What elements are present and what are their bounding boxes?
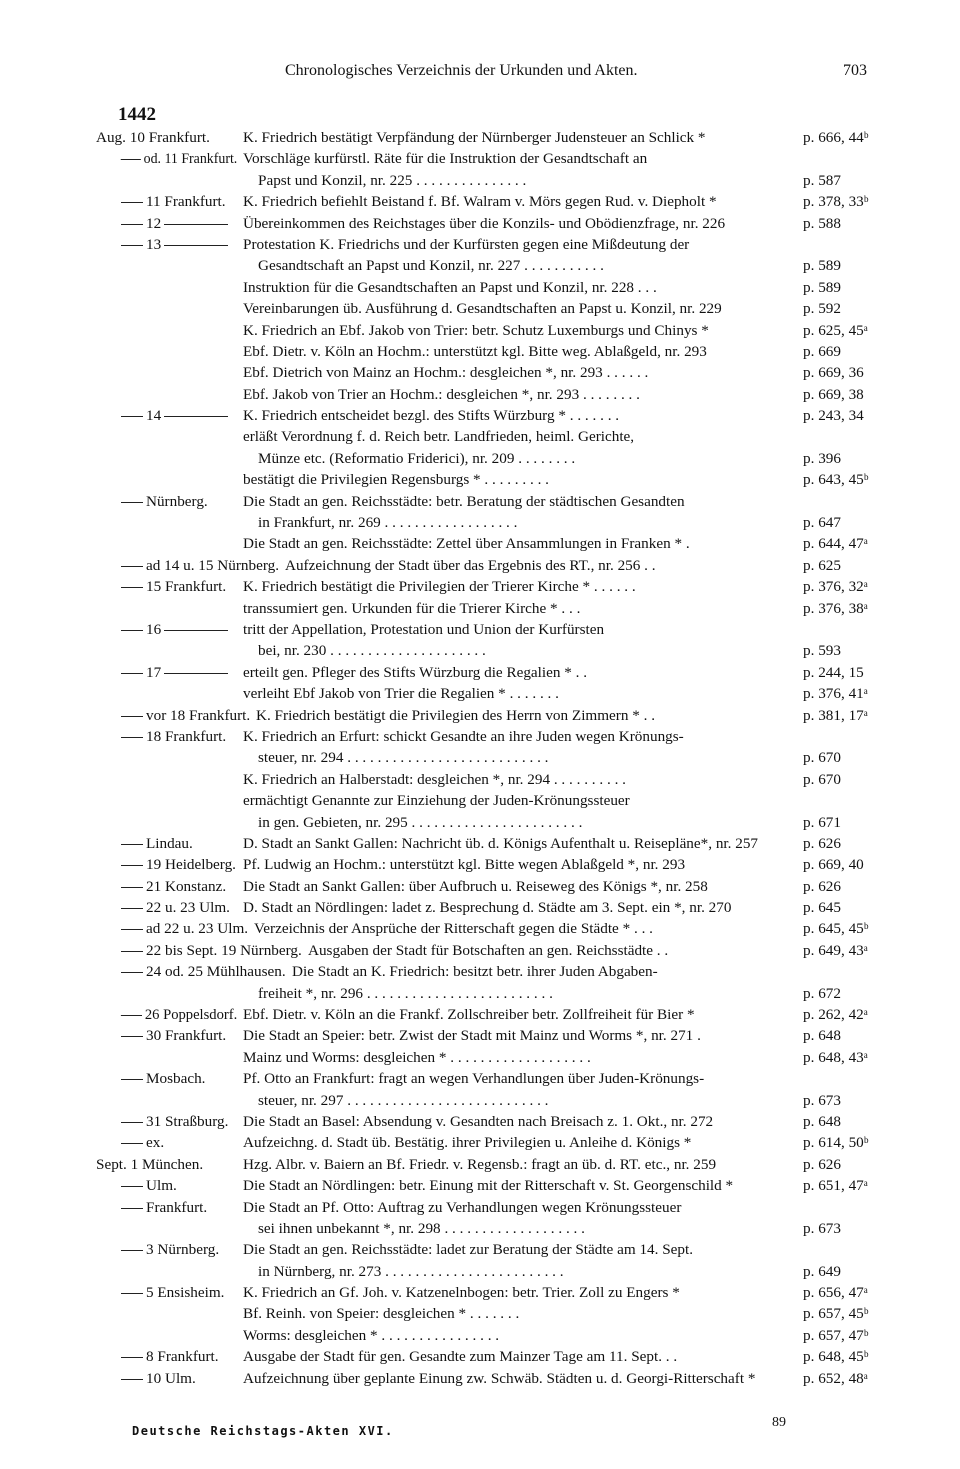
ditto-dash (164, 224, 228, 225)
entry-date-place (118, 1368, 196, 1389)
entry-text: bestätigt die Privilegien Regensburgs * . . . . . . . . . (243, 471, 549, 489)
entry-line (0, 277, 960, 298)
ditto-dash (121, 887, 143, 888)
ditto-dash (121, 1036, 143, 1037)
entry-line (0, 1068, 960, 1089)
entry-lead-text: Nürnberg. (146, 492, 208, 510)
entry-text: K. Friedrich bestätigt die Privilegien der Trierer Kirche * . . . . . . (243, 578, 636, 596)
entry-line (0, 769, 960, 790)
entry-line (0, 533, 960, 554)
entry-date-place (118, 234, 231, 255)
ditto-dash (121, 716, 143, 717)
entry-lead-text: 24 od. 25 Mühlhausen. (146, 963, 286, 981)
entry-text: erteilt gen. Pfleger des Stifts Würzburg die Regalien * . . (243, 663, 588, 681)
entry-lead-text: ex. (146, 1134, 165, 1152)
entry-line (0, 405, 960, 426)
footer-signature: Deutsche Reichstags-Akten XVI. (132, 1424, 394, 1438)
entry-page-reference: p. 625 (803, 556, 841, 574)
entry-text: Ebf. Dietr. v. Köln an Hochm.: unterstützt kgl. Bitte weg. Ablaßgeld, nr. 293 (243, 342, 707, 360)
entry-line (0, 1346, 960, 1367)
entry-line (0, 1132, 960, 1153)
ditto-dash (121, 951, 143, 952)
ditto-dash (121, 1122, 143, 1123)
entry-text: Münze etc. (Reformatio Friderici), nr. 209 . . . . . . . . (258, 449, 576, 467)
entry-date-place (118, 726, 226, 747)
entry-line (0, 790, 960, 811)
entry-line (0, 1325, 960, 1346)
running-title: Chronologisches Verzeichnis der Urkunden und Akten. (285, 62, 638, 79)
entry-text: steuer, nr. 297 . . . . . . . . . . . . . . . . . . . . . . . . . . . (258, 1091, 549, 1109)
ditto-dash (164, 245, 228, 246)
entry-text: Instruktion für die Gesandtschaften an Papst und Konzil, nr. 228 . . . (243, 278, 657, 296)
entry-line (0, 619, 960, 640)
entry-line (0, 448, 960, 469)
entry-line (0, 940, 960, 961)
entry-date-place (118, 491, 208, 512)
entry-line (0, 127, 960, 148)
entry-page-reference: p. 669 (803, 342, 841, 360)
entry-date-place (118, 961, 286, 982)
entry-text: D. Stadt an Sankt Gallen: Nachricht üb. d. Königs Aufenthalt u. Reisepläne*, nr. 257 (243, 834, 759, 852)
entry-lead-text: 18 Frankfurt. (146, 727, 227, 745)
entry-date-place (118, 148, 237, 169)
entry-lead-text: 31 Straßburg. (146, 1112, 229, 1130)
entry-date-place (118, 213, 231, 234)
entry-date-place (118, 1025, 226, 1046)
entry-page-reference: p. 670 (803, 770, 841, 788)
ditto-dash (121, 865, 143, 866)
entry-lead-text: vor 18 Frankfurt. (146, 706, 251, 724)
entry-page-reference: p. 262, 42ᵃ (803, 1006, 868, 1024)
ditto-dash (121, 1186, 143, 1187)
entry-line (0, 1261, 960, 1282)
ditto-dash (121, 673, 143, 674)
entry-lead-text: Aug. 10 Frankfurt. (96, 129, 210, 146)
entry-text: ermächtigt Genannte zur Einziehung der Juden-Krönungssteuer (243, 792, 630, 810)
entry-line (0, 662, 960, 683)
entry-page-reference: p. 657, 47ᵇ (803, 1326, 869, 1344)
entry-date-place (96, 127, 210, 148)
entry-line (0, 640, 960, 661)
entry-page-reference: p. 656, 47ᵃ (803, 1284, 868, 1302)
entry-text: tritt der Appellation, Protestation und Union der Kurfürsten (243, 620, 605, 638)
entry-line (0, 384, 960, 405)
entry-line (0, 705, 960, 726)
entry-page-reference: p. 626 (803, 877, 841, 895)
entry-text: Die Stadt an gen. Reichsstädte: ladet zur Beratung der Städte am 14. Sept. (243, 1241, 694, 1259)
entry-text: K. Friedrich an Ebf. Jakob von Trier: betr. Schutz Luxemburgs und Chinys * (243, 321, 709, 339)
ditto-dash (121, 1015, 142, 1016)
entry-page-reference: p. 587 (803, 171, 841, 189)
entry-lead-text: 30 Frankfurt. (146, 1027, 227, 1045)
entry-lead-text: 8 Frankfurt. (146, 1348, 219, 1366)
entry-page-reference: p. 666, 44ᵇ (803, 129, 869, 146)
entry-lead-text: 19 Heidelberg. (146, 856, 236, 874)
entry-line (0, 1282, 960, 1303)
entry-date-place (118, 1111, 228, 1132)
entry-page-reference: p. 671 (803, 813, 841, 831)
entry-text: Übereinkommen des Reichstages über die Konzils- und Obödienzfrage, nr. 226 (243, 214, 726, 232)
entry-page-reference: p. 396 (803, 449, 841, 467)
entry-date-place (118, 1132, 164, 1153)
entry-text: sei ihnen unbekannt *, nr. 298 . . . . . . . . . . . . . . . . . . . (258, 1219, 585, 1237)
ditto-dash (164, 630, 228, 631)
entry-line (0, 876, 960, 897)
entry-text: Die Stadt an Basel: Absendung v. Gesandten nach Breisach z. 1. Okt., nr. 272 (243, 1112, 714, 1130)
entry-text: in Nürnberg, nr. 273 . . . . . . . . . . . . . . . . . . . . . . . . (258, 1262, 564, 1280)
entry-lead-text: 21 Konstanz. (146, 877, 227, 895)
entry-line (0, 491, 960, 512)
entry-date-place (118, 1239, 219, 1260)
entry-lead-text: 17 (146, 663, 162, 681)
ditto-dash (121, 1208, 143, 1209)
entry-line (0, 1004, 960, 1025)
ditto-dash (121, 630, 143, 631)
entry-line (0, 726, 960, 747)
entry-lead-text: 14 (146, 407, 162, 425)
entry-page-reference: p. 626 (803, 1155, 841, 1173)
entry-lead-text: 10 Ulm. (146, 1369, 196, 1387)
entry-text: Verzeichnis der Ansprüche der Ritterschaft gegen die Städte * . . . (254, 920, 653, 938)
entry-line (0, 1218, 960, 1239)
entry-date-place (118, 705, 250, 726)
entry-page-reference: p. 376, 41ᵃ (803, 685, 868, 703)
entry-page-reference: p. 648, 45ᵇ (803, 1348, 869, 1366)
entry-date-place (118, 876, 226, 897)
entry-line (0, 1047, 960, 1068)
entry-lead-text: ad 22 u. 23 Ulm. (146, 920, 249, 938)
entry-date-place (118, 940, 302, 961)
entry-page-reference: p. 645 (803, 899, 841, 917)
entry-text: erläßt Verordnung f. d. Reich betr. Landfrieden, heiml. Gerichte, (243, 428, 635, 446)
entry-date-place (118, 1004, 237, 1025)
entry-page-reference: p. 669, 36 (803, 364, 864, 382)
entry-line (0, 469, 960, 490)
entry-page-reference: p. 649, 43ᵃ (803, 941, 868, 959)
entry-line (0, 255, 960, 276)
ditto-dash (121, 159, 141, 160)
entry-line (0, 812, 960, 833)
entry-lead-text: Frankfurt. (146, 1198, 208, 1216)
entry-page-reference: p. 645, 45ᵇ (803, 920, 869, 938)
ditto-dash (121, 737, 143, 738)
entry-lead-text: Lindau. (146, 834, 193, 852)
entry-page-reference: p. 376, 32ᵃ (803, 578, 868, 596)
entry-page-reference: p. 649 (803, 1262, 841, 1280)
ditto-dash (121, 1250, 143, 1251)
entry-date-place (118, 833, 193, 854)
entry-text: Worms: desgleichen * . . . . . . . . . . . . . . . . (243, 1326, 500, 1344)
ditto-dash (121, 908, 143, 909)
entry-text: Aufzeichng. d. Stadt üb. Bestätig. ihrer Privilegien u. Anleihe d. Königs * (243, 1134, 692, 1152)
entry-page-reference: p. 644, 47ᵃ (803, 535, 868, 553)
entry-text: Die Stadt an gen. Reichsstädte: betr. Beratung der städtischen Gesandten (243, 492, 685, 510)
entry-date-place (118, 576, 226, 597)
ditto-dash (121, 929, 143, 930)
ditto-dash (121, 502, 143, 503)
entry-lead-text: 22 u. 23 Ulm. (146, 899, 230, 917)
entry-line (0, 191, 960, 212)
ditto-dash (121, 416, 143, 417)
entry-page-reference: p. 244, 15 (803, 663, 864, 681)
entry-lead-text: 15 Frankfurt. (146, 578, 227, 596)
entry-page-reference: p. 643, 45ᵇ (803, 471, 869, 489)
entry-text: transsumiert gen. Urkunden für die Trierer Kirche * . . . (243, 599, 581, 617)
entry-date-place (118, 1175, 177, 1196)
entry-page-reference: p. 673 (803, 1091, 841, 1109)
entry-line (0, 1239, 960, 1260)
entry-page-reference: p. 652, 48ᵃ (803, 1369, 868, 1387)
entry-page-reference: p. 593 (803, 642, 841, 660)
ditto-dash (121, 245, 143, 246)
entry-lead-text: 3 Nürnberg. (146, 1241, 220, 1259)
entry-text: Ebf. Dietr. v. Köln an die Frankf. Zollschreiber betr. Zollfreiheit für Bier * (243, 1006, 695, 1024)
entry-text: Ebf. Jakob von Trier an Hochm.: desgleichen *, nr. 293 . . . . . . . . (243, 385, 640, 403)
entry-page-reference: p. 592 (803, 300, 841, 318)
entry-page-reference: p. 647 (803, 514, 841, 532)
entry-line (0, 833, 960, 854)
entry-page-reference: p. 669, 38 (803, 385, 864, 403)
entry-date-place (118, 918, 248, 939)
entry-page-reference: p. 648 (803, 1027, 841, 1045)
entry-text: Die Stadt an Nördlingen: betr. Einung mit der Ritterschaft v. St. Georgenschild * (243, 1177, 734, 1195)
entry-lead-text: ad 14 u. 15 Nürnberg. (146, 556, 280, 574)
entry-line (0, 747, 960, 768)
entry-text: Pf. Ludwig an Hochm.: unterstützt kgl. Bitte wegen Ablaßgeld *, nr. 293 (243, 856, 686, 874)
year-heading: 1442 (118, 104, 156, 125)
entry-text: K. Friedrich an Gf. Joh. v. Katzenelnbogen: betr. Trier. Zoll zu Engers * (243, 1284, 680, 1302)
entry-page-reference: p. 376, 38ᵃ (803, 599, 868, 617)
entry-line (0, 683, 960, 704)
entry-page-reference: p. 378, 33ᵇ (803, 193, 869, 211)
entry-lead-text: 11 Frankfurt. (146, 193, 226, 211)
entry-text: Bf. Reinh. von Speier: desgleichen * . . . . . . . (243, 1305, 520, 1323)
entry-page-reference: p. 657, 45ᵇ (803, 1305, 869, 1323)
entry-text: Vereinbarungen üb. Ausführung d. Gesandtschaften an Papst u. Konzil, nr. 229 (243, 300, 722, 318)
entry-lead-text: 22 bis Sept. 19 Nürnberg. (146, 941, 302, 959)
entry-text: Die Stadt an Speier: betr. Zwist der Stadt mit Mainz und Worms *, nr. 271 . (243, 1027, 701, 1045)
entry-date-place (96, 1154, 203, 1175)
entry-text: K. Friedrich bestätigt Verpfändung der Nürnberger Judensteuer an Schlick * (243, 129, 706, 146)
entry-date-place (118, 662, 231, 683)
entry-line (0, 234, 960, 255)
ditto-dash (121, 1293, 143, 1294)
entry-line (0, 213, 960, 234)
entry-text: K. Friedrich an Halberstadt: desgleichen *, nr. 294 . . . . . . . . . . (243, 770, 626, 788)
entry-date-place (118, 854, 236, 875)
entry-lead-text: 5 Ensisheim. (146, 1284, 225, 1302)
entry-text: Gesandtschaft an Papst und Konzil, nr. 227 . . . . . . . . . . . (258, 257, 604, 275)
entry-text: Ausgabe der Stadt für gen. Gesandte zum Mainzer Tage am 11. Sept. . . (243, 1348, 678, 1366)
entry-lead-text: od. 11 Frankfurt. (143, 150, 238, 168)
entry-text: Die Stadt an K. Friedrich: besitzt betr. ihrer Juden Abgaben- (292, 963, 658, 981)
entry-line (0, 555, 960, 576)
page-header (0, 62, 960, 86)
entry-text: Mainz und Worms: desgleichen * . . . . . . . . . . . . . . . . . . . (243, 1048, 591, 1066)
ditto-dash (121, 224, 143, 225)
ditto-dash (121, 1379, 143, 1380)
entry-text: freiheit *, nr. 296 . . . . . . . . . . . . . . . . . . . . . . . . . (258, 984, 553, 1002)
entry-lead-text: Sept. 1 München. (96, 1155, 204, 1173)
entry-text: verleiht Ebf Jakob von Trier die Regalien * . . . . . . . (243, 685, 559, 703)
entry-text: K. Friedrich bestätigt die Privilegien des Herrn von Zimmern * . . (256, 706, 656, 724)
entry-page-reference: p. 651, 47ᵃ (803, 1177, 868, 1195)
ditto-dash (121, 1357, 143, 1358)
entry-date-place (118, 1346, 219, 1367)
entry-page-reference: p. 626 (803, 834, 841, 852)
entry-text: Die Stadt an Sankt Gallen: über Aufbruch u. Reiseweg des Königs *, nr. 258 (243, 877, 708, 895)
entry-page-reference: p. 625, 45ᵃ (803, 321, 868, 339)
entry-line (0, 961, 960, 982)
entry-line (0, 897, 960, 918)
entry-line (0, 1303, 960, 1324)
entry-date-place (118, 1197, 207, 1218)
entry-list (0, 127, 960, 1389)
entry-text: bei, nr. 230 . . . . . . . . . . . . . . . . . . . . . (258, 642, 486, 660)
ditto-dash (121, 844, 143, 845)
entry-line (0, 918, 960, 939)
entry-line (0, 148, 960, 169)
entry-lead-text: 13 (146, 235, 162, 253)
entry-line (0, 1090, 960, 1111)
ditto-dash (121, 1143, 143, 1144)
ditto-dash (121, 587, 143, 588)
entry-page-reference: p. 673 (803, 1219, 841, 1237)
entry-text: Die Stadt an gen. Reichsstädte: Zettel über Ansammlungen in Franken * . (243, 535, 690, 553)
entry-line (0, 512, 960, 533)
entry-line (0, 1197, 960, 1218)
ditto-dash (164, 416, 228, 417)
ditto-dash (121, 1079, 143, 1080)
entry-text: K. Friedrich entscheidet bezgl. des Stifts Würzburg * . . . . . . . (243, 407, 620, 425)
entry-line (0, 598, 960, 619)
entry-lead-text: Mosbach. (146, 1070, 206, 1088)
entry-line (0, 362, 960, 383)
entry-line (0, 1111, 960, 1132)
entry-page-reference: p. 669, 40 (803, 856, 864, 874)
ditto-dash (121, 202, 143, 203)
entry-text: Ebf. Dietrich von Mainz an Hochm.: desgleichen *, nr. 293 . . . . . . (243, 364, 649, 382)
entry-line (0, 1154, 960, 1175)
entry-line (0, 298, 960, 319)
ditto-dash (121, 972, 143, 973)
entry-text: K. Friedrich befiehlt Beistand f. Bf. Walram v. Mörs gegen Rud. v. Diepholt * (243, 193, 717, 211)
entry-page-reference: p. 243, 34 (803, 407, 864, 425)
entry-text: Die Stadt an Pf. Otto: Auftrag zu Verhandlungen wegen Krönungssteuer (243, 1198, 682, 1216)
page-number: 703 (843, 62, 867, 79)
entry-date-place (118, 1282, 224, 1303)
entry-page-reference: p. 589 (803, 257, 841, 275)
entry-line (0, 1175, 960, 1196)
entry-text: Protestation K. Friedrichs und der Kurfürsten gegen eine Mißdeutung der (243, 235, 690, 253)
entry-line (0, 854, 960, 875)
entry-page-reference: p. 589 (803, 278, 841, 296)
entry-text: in Frankfurt, nr. 269 . . . . . . . . . . . . . . . . . . (258, 514, 518, 532)
entry-page-reference: p. 381, 17ᵃ (803, 706, 868, 724)
entry-page-reference: p. 648 (803, 1112, 841, 1130)
entry-line (0, 983, 960, 1004)
entry-date-place (118, 405, 231, 426)
entry-lead-text: Ulm. (146, 1177, 177, 1195)
entry-lead-text: 26 Poppelsdorf. (144, 1006, 238, 1024)
entry-page-reference: p. 648, 43ᵃ (803, 1048, 868, 1066)
entry-text: Hzg. Albr. v. Baiern an Bf. Friedr. v. Regensb.: fragt an üb. d. RT. etc., nr. 259 (243, 1155, 717, 1173)
entry-line (0, 320, 960, 341)
ditto-dash (121, 566, 143, 567)
entry-date-place (118, 897, 230, 918)
entry-page-reference: p. 672 (803, 984, 841, 1002)
ditto-dash (164, 673, 228, 674)
entry-text: steuer, nr. 294 . . . . . . . . . . . . . . . . . . . . . . . . . . . (258, 749, 549, 767)
entry-page-reference: p. 614, 50ᵇ (803, 1134, 869, 1152)
sheet-number: 89 (772, 1415, 786, 1430)
entry-lead-text: 16 (146, 620, 162, 638)
entry-date-place (118, 555, 279, 576)
entry-text: in gen. Gebieten, nr. 295 . . . . . . . . . . . . . . . . . . . . . . . (258, 813, 583, 831)
entry-date-place (118, 191, 226, 212)
entry-text: K. Friedrich an Erfurt: schickt Gesandte an ihre Juden wegen Krönungs- (243, 727, 684, 745)
entry-text: Aufzeichnung über geplante Einung zw. Schwäb. Städten u. d. Georgi-Ritterschaft * (243, 1369, 756, 1387)
entry-date-place (118, 1068, 205, 1089)
entry-line (0, 576, 960, 597)
entry-date-place (118, 619, 231, 640)
entry-lead-text: 12 (146, 214, 162, 232)
entry-line (0, 341, 960, 362)
entry-text: D. Stadt an Nördlingen: ladet z. Besprechung d. Städte am 3. Sept. ein *, nr. 270 (243, 899, 732, 917)
entry-text: Vorschläge kurfürstl. Räte für die Instruktion der Gesandtschaft an (243, 150, 648, 168)
entry-text: Papst und Konzil, nr. 225 . . . . . . . . . . . . . . . (258, 171, 527, 189)
entry-line (0, 170, 960, 191)
entry-line (0, 1025, 960, 1046)
entry-page-reference: p. 670 (803, 749, 841, 767)
entry-line (0, 1368, 960, 1389)
entry-page-reference: p. 588 (803, 214, 841, 232)
entry-line (0, 426, 960, 447)
entry-text: Ausgaben der Stadt für Botschaften an gen. Reichsstädte . . (308, 941, 669, 959)
entry-text: Aufzeichnung der Stadt über das Ergebnis des RT., nr. 256 . . (285, 556, 656, 574)
entry-text: Pf. Otto an Frankfurt: fragt an wegen Verhandlungen über Juden-Krönungs- (243, 1070, 705, 1088)
